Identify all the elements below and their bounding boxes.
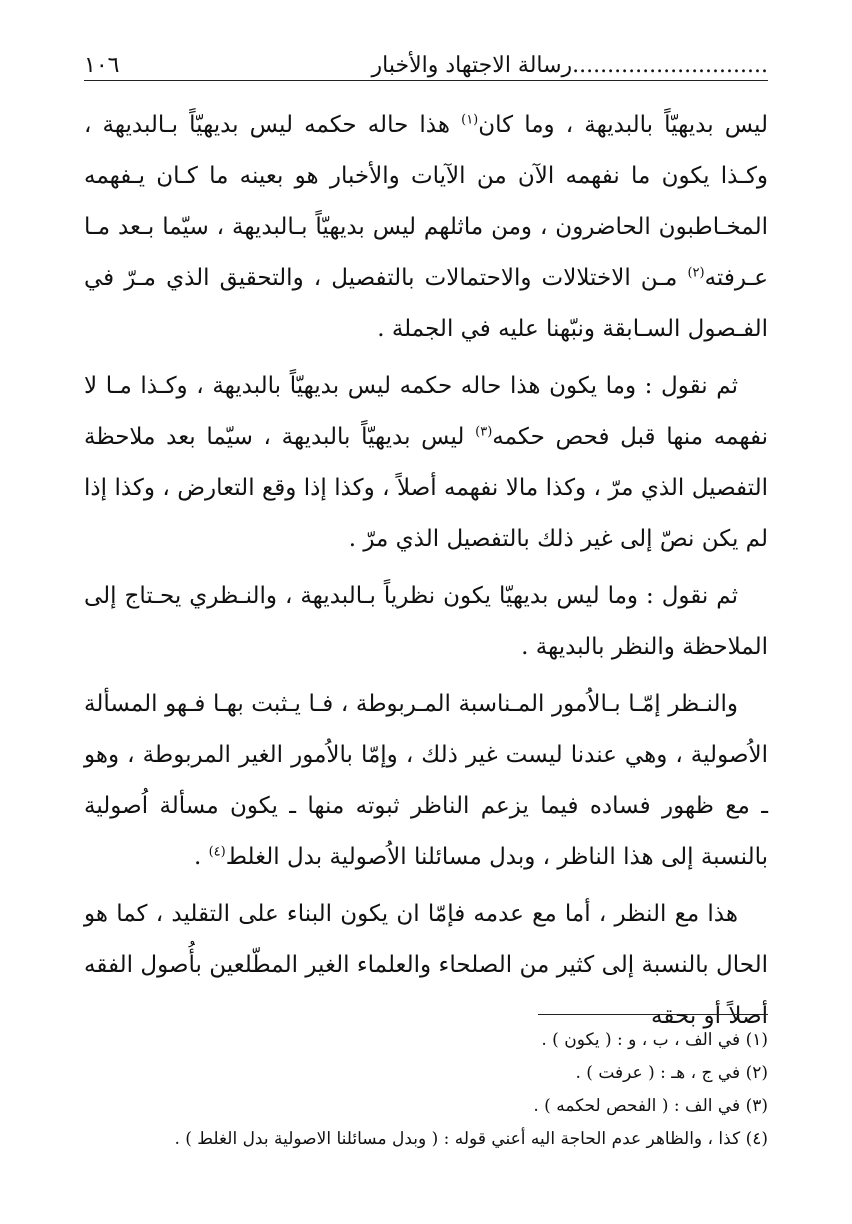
paragraph-text: ليس بديهيّاً بالبديهة ، سيّما بعد ملاحظة التفصيل الذي مرّ ، وكذا مالا نفهمه أصلاً ، وكذا إذا وقع التعارض ، وكذا إذا لم يكن نصّ إلى غير ذلك بالتفصيل الذي مرّ . (84, 424, 768, 552)
footnote-1: (١) في الف ، ب ، و : ( يكون ) . (541, 1030, 768, 1050)
paragraph-4 (84, 679, 768, 883)
paragraph-text: ثم نقول : وما ليس بديهيّا يكون نظرياً بـالبديهة ، والنـظري يحـتاج إلى الملاحظة والنظر بالبديهة . (84, 583, 768, 660)
paragraph-text: مـن الاختلالات والاحتمالات بالتفصيل ، والتحقيق الذي مـرّ في الفـصول السـابقة ونبّهنا عليه في الجملة . (84, 265, 768, 342)
header-divider (84, 80, 768, 81)
paragraph-text: هذا مع النظر ، أما مع عدمه فإمّا ان يكون البناء على التقليد ، كما هو الحال بالنسبة إلى كثير من الصلحاء والعلماء الغير المطّلعين بأُصول الفقه أصلاً أو بحقه (84, 901, 768, 1029)
footnote-marker: (١) (461, 112, 479, 128)
footnote-divider (538, 1014, 768, 1015)
paragraph-text: والنـظر إمّـا بـالاُمور المـناسبة المـربوطة ، فـا يـثبت بهـا فـهو المسألة الاُصولية ، وهي عندنا ليست غير ذلك ، وإمّا بالاُمور الغير المربوطة ، وهو ـ مع ظهور فساده فيما يزعم الناظر ثبوته منها ـ يكون مسألة اُصولية بالنسبة إلى هذا الناظر ، وبدل مسائلنا الاُصولية بدل الغلط (84, 691, 768, 870)
page-number: ١٠٦ (84, 53, 120, 78)
paragraph-text: ليس بديهيّاً بالبديهة ، وما كان (478, 112, 768, 138)
paragraph-text: . (193, 844, 209, 870)
footnote-4: (٤) كذا ، والظاهر عدم الحاجة اليه أعني قوله : ( وبدل مسائلنا الاصولية بدل الغلط ) . (174, 1129, 768, 1149)
main-text (84, 100, 768, 1048)
footnotes (84, 1024, 768, 1156)
paragraph-text: هذا حاله حكمه ليس بديهيّاً بـالبديهة ، وكـذا يكون ما نفهمه الآن من الآيات والأخبار هو بعينه ما كـان يـفهمه المخـاطبون الحاضرون ، ومن ماثلهم ليس بديهيّاً بـالبديهة ، سيّما بـعد مـا عـرفته (84, 112, 768, 291)
paragraph-2 (84, 361, 768, 565)
paragraph-3 (84, 571, 768, 673)
running-title: ............................رسالة الاجتهاد والأخبار (371, 53, 768, 78)
paragraph-1 (84, 100, 768, 355)
footnote-marker: (٢) (687, 265, 705, 281)
paragraph-text: ثم نقول : وما يكون هذا حاله حكمه ليس بديهيّاً بالبديهة ، وكـذا مـا لا نفهمه منها قبل فحص حكمه (84, 373, 768, 450)
paragraph-5 (84, 889, 768, 1042)
footnote-2: (٢) في ج ، هـ : ( عرفت ) . (575, 1063, 768, 1083)
footnote-marker: (٣) (475, 424, 493, 440)
footnote-marker: (٤) (208, 844, 226, 860)
page-header (84, 38, 768, 78)
footnote-3: (٣) في الف : ( الفحص لحكمه ) . (533, 1096, 768, 1116)
